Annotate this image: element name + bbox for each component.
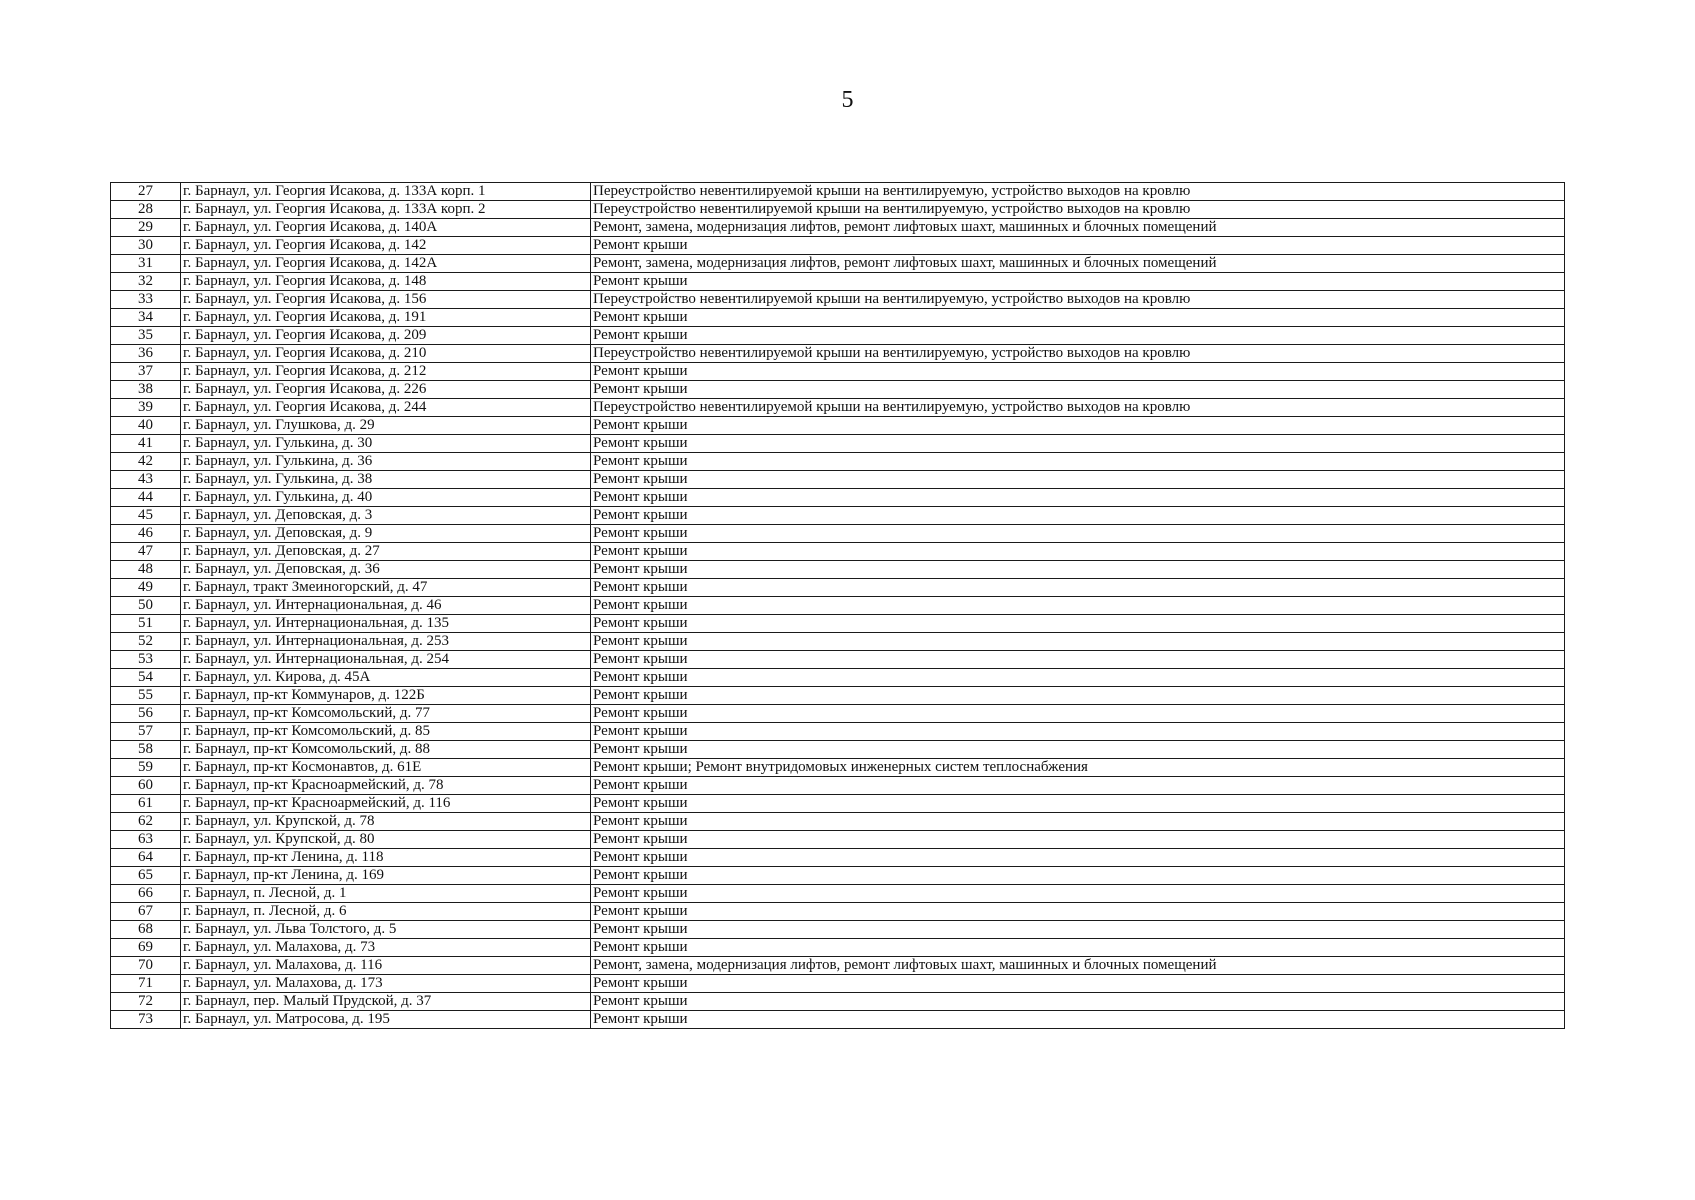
work-type-cell: Ремонт крыши: [591, 327, 1565, 345]
row-number-cell: 52: [111, 633, 181, 651]
table-row: [111, 903, 1565, 921]
row-number-cell: 35: [111, 327, 181, 345]
table-row: [111, 759, 1565, 777]
row-number-cell: 61: [111, 795, 181, 813]
row-number-cell: 56: [111, 705, 181, 723]
work-type-cell: Ремонт крыши: [591, 561, 1565, 579]
row-number-cell: 51: [111, 615, 181, 633]
work-type-cell: Ремонт, замена, модернизация лифтов, ремонт лифтовых шахт, машинных и блочных помещений: [591, 957, 1565, 975]
work-type-cell: Переустройство невентилируемой крыши на вентилируемую, устройство выходов на кровлю: [591, 183, 1565, 201]
table-row: [111, 291, 1565, 309]
work-type-cell: Ремонт крыши: [591, 543, 1565, 561]
address-cell: г. Барнаул, ул. Георгия Исакова, д. 156: [181, 291, 591, 309]
address-cell: г. Барнаул, ул. Крупской, д. 80: [181, 831, 591, 849]
row-number-cell: 36: [111, 345, 181, 363]
address-cell: г. Барнаул, пр-кт Красноармейский, д. 78: [181, 777, 591, 795]
table-row: [111, 705, 1565, 723]
table-row: [111, 381, 1565, 399]
address-cell: г. Барнаул, пр-кт Комсомольский, д. 85: [181, 723, 591, 741]
work-type-cell: Ремонт крыши: [591, 867, 1565, 885]
work-type-cell: Ремонт крыши: [591, 525, 1565, 543]
work-type-cell: Ремонт крыши: [591, 507, 1565, 525]
table-row: [111, 597, 1565, 615]
address-cell: г. Барнаул, ул. Матросова, д. 195: [181, 1011, 591, 1029]
work-type-cell: Ремонт крыши: [591, 237, 1565, 255]
work-type-cell: Ремонт крыши: [591, 309, 1565, 327]
row-number-cell: 73: [111, 1011, 181, 1029]
address-cell: г. Барнаул, пр-кт Комсомольский, д. 88: [181, 741, 591, 759]
table-row: [111, 867, 1565, 885]
table-row: [111, 327, 1565, 345]
work-type-cell: Ремонт крыши: [591, 885, 1565, 903]
table-row: [111, 633, 1565, 651]
row-number-cell: 71: [111, 975, 181, 993]
table-row: [111, 273, 1565, 291]
work-type-cell: Ремонт крыши: [591, 615, 1565, 633]
table-row: [111, 399, 1565, 417]
table-row: [111, 921, 1565, 939]
work-type-cell: Ремонт крыши: [591, 669, 1565, 687]
work-type-cell: Ремонт, замена, модернизация лифтов, ремонт лифтовых шахт, машинных и блочных помещений: [591, 255, 1565, 273]
table-row: [111, 813, 1565, 831]
row-number-cell: 67: [111, 903, 181, 921]
table-row: [111, 309, 1565, 327]
table-row: [111, 507, 1565, 525]
table-row: [111, 201, 1565, 219]
row-number-cell: 32: [111, 273, 181, 291]
address-cell: г. Барнаул, ул. Деповская, д. 27: [181, 543, 591, 561]
table-row: [111, 237, 1565, 255]
work-type-cell: Ремонт крыши: [591, 363, 1565, 381]
address-cell: г. Барнаул, пр-кт Комсомольский, д. 77: [181, 705, 591, 723]
table-row: [111, 579, 1565, 597]
work-type-cell: Ремонт крыши: [591, 975, 1565, 993]
row-number-cell: 46: [111, 525, 181, 543]
work-type-cell: Ремонт, замена, модернизация лифтов, ремонт лифтовых шахт, машинных и блочных помещений: [591, 219, 1565, 237]
table-row: [111, 993, 1565, 1011]
row-number-cell: 43: [111, 471, 181, 489]
work-type-cell: Ремонт крыши: [591, 1011, 1565, 1029]
address-cell: г. Барнаул, ул. Георгия Исакова, д. 226: [181, 381, 591, 399]
address-cell: г. Барнаул, ул. Гулькина, д. 36: [181, 453, 591, 471]
row-number-cell: 63: [111, 831, 181, 849]
address-cell: г. Барнаул, ул. Крупской, д. 78: [181, 813, 591, 831]
table-row: [111, 525, 1565, 543]
table-row: [111, 219, 1565, 237]
address-cell: г. Барнаул, ул. Гулькина, д. 38: [181, 471, 591, 489]
address-cell: г. Барнаул, ул. Георгия Исакова, д. 191: [181, 309, 591, 327]
address-cell: г. Барнаул, ул. Гулькина, д. 40: [181, 489, 591, 507]
table-row: [111, 831, 1565, 849]
address-cell: г. Барнаул, ул. Интернациональная, д. 46: [181, 597, 591, 615]
address-cell: г. Барнаул, п. Лесной, д. 1: [181, 885, 591, 903]
work-type-cell: Ремонт крыши: [591, 435, 1565, 453]
row-number-cell: 69: [111, 939, 181, 957]
address-cell: г. Барнаул, ул. Георгия Исакова, д. 244: [181, 399, 591, 417]
table-row: [111, 561, 1565, 579]
row-number-cell: 68: [111, 921, 181, 939]
table-row: [111, 777, 1565, 795]
row-number-cell: 66: [111, 885, 181, 903]
table-row: [111, 795, 1565, 813]
address-cell: г. Барнаул, пр-кт Коммунаров, д. 122Б: [181, 687, 591, 705]
table-row: [111, 1011, 1565, 1029]
table-row: [111, 957, 1565, 975]
work-type-cell: Ремонт крыши: [591, 723, 1565, 741]
address-cell: г. Барнаул, ул. Интернациональная, д. 254: [181, 651, 591, 669]
work-type-cell: Ремонт крыши: [591, 381, 1565, 399]
work-type-cell: Ремонт крыши: [591, 453, 1565, 471]
table-row: [111, 435, 1565, 453]
address-cell: г. Барнаул, пр-кт Ленина, д. 118: [181, 849, 591, 867]
repair-registry-table: [110, 182, 1565, 1029]
row-number-cell: 47: [111, 543, 181, 561]
work-type-cell: Переустройство невентилируемой крыши на вентилируемую, устройство выходов на кровлю: [591, 345, 1565, 363]
row-number-cell: 31: [111, 255, 181, 273]
row-number-cell: 54: [111, 669, 181, 687]
row-number-cell: 33: [111, 291, 181, 309]
table-row: [111, 489, 1565, 507]
work-type-cell: Ремонт крыши: [591, 903, 1565, 921]
work-type-cell: Переустройство невентилируемой крыши на вентилируемую, устройство выходов на кровлю: [591, 201, 1565, 219]
table-row: [111, 363, 1565, 381]
row-number-cell: 40: [111, 417, 181, 435]
address-cell: г. Барнаул, ул. Георгия Исакова, д. 212: [181, 363, 591, 381]
work-type-cell: Переустройство невентилируемой крыши на вентилируемую, устройство выходов на кровлю: [591, 399, 1565, 417]
table-row: [111, 975, 1565, 993]
work-type-cell: Ремонт крыши: [591, 795, 1565, 813]
row-number-cell: 64: [111, 849, 181, 867]
address-cell: г. Барнаул, ул. Деповская, д. 3: [181, 507, 591, 525]
row-number-cell: 37: [111, 363, 181, 381]
address-cell: г. Барнаул, ул. Интернациональная, д. 135: [181, 615, 591, 633]
work-type-cell: Ремонт крыши: [591, 777, 1565, 795]
table-row: [111, 651, 1565, 669]
row-number-cell: 50: [111, 597, 181, 615]
work-type-cell: Ремонт крыши: [591, 273, 1565, 291]
row-number-cell: 27: [111, 183, 181, 201]
row-number-cell: 65: [111, 867, 181, 885]
address-cell: г. Барнаул, пер. Малый Прудской, д. 37: [181, 993, 591, 1011]
row-number-cell: 53: [111, 651, 181, 669]
work-type-cell: Ремонт крыши: [591, 651, 1565, 669]
address-cell: г. Барнаул, ул. Деповская, д. 36: [181, 561, 591, 579]
work-type-cell: Ремонт крыши: [591, 921, 1565, 939]
row-number-cell: 70: [111, 957, 181, 975]
row-number-cell: 41: [111, 435, 181, 453]
address-cell: г. Барнаул, пр-кт Красноармейский, д. 116: [181, 795, 591, 813]
address-cell: г. Барнаул, ул. Малахова, д. 116: [181, 957, 591, 975]
table-row: [111, 687, 1565, 705]
table-row: [111, 939, 1565, 957]
row-number-cell: 62: [111, 813, 181, 831]
address-cell: г. Барнаул, ул. Льва Толстого, д. 5: [181, 921, 591, 939]
work-type-cell: Ремонт крыши; Ремонт внутридомовых инженерных систем теплоснабжения: [591, 759, 1565, 777]
work-type-cell: Ремонт крыши: [591, 579, 1565, 597]
work-type-cell: Ремонт крыши: [591, 939, 1565, 957]
work-type-cell: Ремонт крыши: [591, 633, 1565, 651]
address-cell: г. Барнаул, ул. Георгия Исакова, д. 142: [181, 237, 591, 255]
work-type-cell: Переустройство невентилируемой крыши на вентилируемую, устройство выходов на кровлю: [591, 291, 1565, 309]
row-number-cell: 34: [111, 309, 181, 327]
row-number-cell: 28: [111, 201, 181, 219]
work-type-cell: Ремонт крыши: [591, 849, 1565, 867]
row-number-cell: 42: [111, 453, 181, 471]
address-cell: г. Барнаул, ул. Георгия Исакова, д. 140А: [181, 219, 591, 237]
page-number: 5: [841, 87, 854, 113]
row-number-cell: 44: [111, 489, 181, 507]
row-number-cell: 49: [111, 579, 181, 597]
row-number-cell: 30: [111, 237, 181, 255]
table-row: [111, 417, 1565, 435]
row-number-cell: 45: [111, 507, 181, 525]
work-type-cell: Ремонт крыши: [591, 741, 1565, 759]
row-number-cell: 29: [111, 219, 181, 237]
address-cell: г. Барнаул, пр-кт Космонавтов, д. 61Е: [181, 759, 591, 777]
address-cell: г. Барнаул, пр-кт Ленина, д. 169: [181, 867, 591, 885]
table-row: [111, 345, 1565, 363]
work-type-cell: Ремонт крыши: [591, 417, 1565, 435]
table-row: [111, 885, 1565, 903]
table-row: [111, 471, 1565, 489]
work-type-cell: Ремонт крыши: [591, 489, 1565, 507]
address-cell: г. Барнаул, ул. Георгия Исакова, д. 210: [181, 345, 591, 363]
work-type-cell: Ремонт крыши: [591, 831, 1565, 849]
work-type-cell: Ремонт крыши: [591, 687, 1565, 705]
work-type-cell: Ремонт крыши: [591, 597, 1565, 615]
table-row: [111, 183, 1565, 201]
row-number-cell: 72: [111, 993, 181, 1011]
address-cell: г. Барнаул, ул. Георгия Исакова, д. 133А корп. 2: [181, 201, 591, 219]
address-cell: г. Барнаул, ул. Малахова, д. 73: [181, 939, 591, 957]
work-type-cell: Ремонт крыши: [591, 993, 1565, 1011]
work-type-cell: Ремонт крыши: [591, 471, 1565, 489]
address-cell: г. Барнаул, ул. Георгия Исакова, д. 133А корп. 1: [181, 183, 591, 201]
address-cell: г. Барнаул, п. Лесной, д. 6: [181, 903, 591, 921]
address-cell: г. Барнаул, ул. Глушкова, д. 29: [181, 417, 591, 435]
address-cell: г. Барнаул, ул. Георгия Исакова, д. 142А: [181, 255, 591, 273]
work-type-cell: Ремонт крыши: [591, 813, 1565, 831]
row-number-cell: 39: [111, 399, 181, 417]
address-cell: г. Барнаул, ул. Деповская, д. 9: [181, 525, 591, 543]
row-number-cell: 38: [111, 381, 181, 399]
work-type-cell: Ремонт крыши: [591, 705, 1565, 723]
address-cell: г. Барнаул, ул. Кирова, д. 45А: [181, 669, 591, 687]
row-number-cell: 57: [111, 723, 181, 741]
row-number-cell: 59: [111, 759, 181, 777]
table-row: [111, 453, 1565, 471]
table-row: [111, 615, 1565, 633]
row-number-cell: 60: [111, 777, 181, 795]
address-cell: г. Барнаул, ул. Интернациональная, д. 253: [181, 633, 591, 651]
address-cell: г. Барнаул, ул. Георгия Исакова, д. 209: [181, 327, 591, 345]
table-row: [111, 741, 1565, 759]
row-number-cell: 58: [111, 741, 181, 759]
address-cell: г. Барнаул, ул. Малахова, д. 173: [181, 975, 591, 993]
address-cell: г. Барнаул, ул. Георгия Исакова, д. 148: [181, 273, 591, 291]
table-row: [111, 255, 1565, 273]
table-body: [111, 183, 1565, 1029]
address-cell: г. Барнаул, ул. Гулькина, д. 30: [181, 435, 591, 453]
address-cell: г. Барнаул, тракт Змеиногорский, д. 47: [181, 579, 591, 597]
table-row: [111, 669, 1565, 687]
row-number-cell: 48: [111, 561, 181, 579]
table-row: [111, 723, 1565, 741]
table-row: [111, 543, 1565, 561]
row-number-cell: 55: [111, 687, 181, 705]
table-row: [111, 849, 1565, 867]
